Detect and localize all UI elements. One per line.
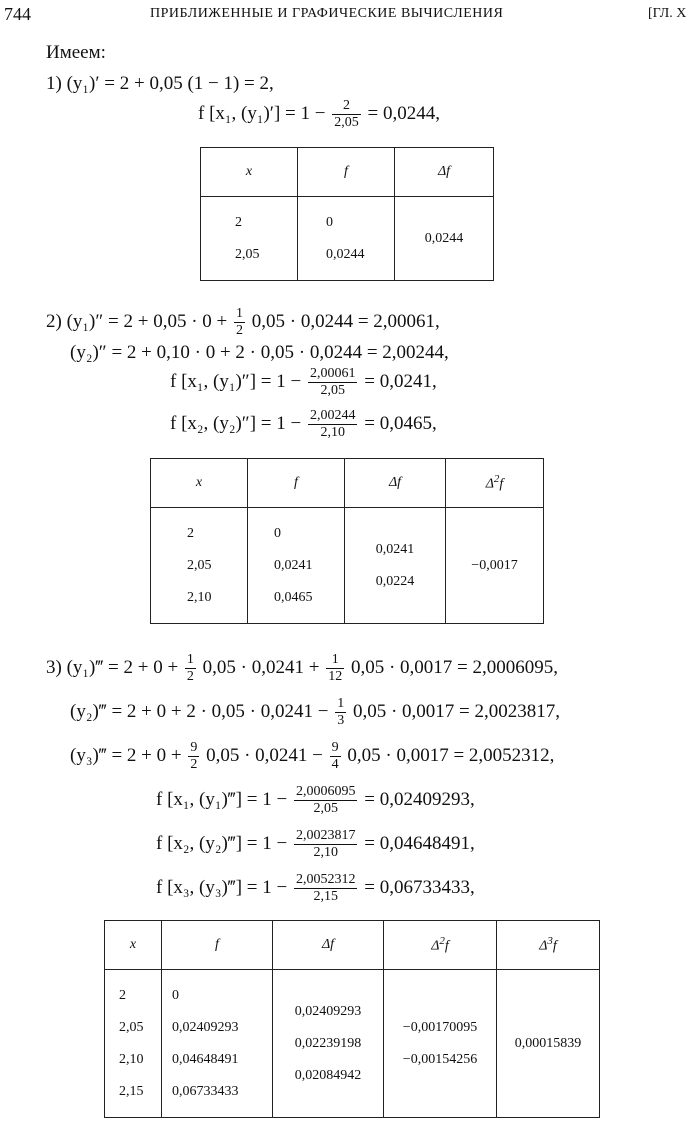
t1-col-df: 0,0244 <box>395 197 494 281</box>
t3-col-x: 2 2,05 2,10 2,15 <box>105 970 162 1118</box>
t3-col-f: 0 0,02409293 0,04648491 0,06733433 <box>162 970 273 1118</box>
t2-header-x: x <box>151 459 248 508</box>
t2-header-df: Δf <box>345 459 446 508</box>
step3-equation-1: 3) (y₁)‴ = 2 + 0 + $\frac{1}{2}$ 0,05 · 0,0241 + $\frac{1}{12}$ 0,05 · 0,0017 = 2,0006095, <box>46 652 559 684</box>
t1-header-df: Δf <box>395 148 494 197</box>
t1-header-x: x <box>201 148 298 197</box>
intro-text: Имеем: <box>46 42 106 63</box>
step2-f2-equation: f [x₂, (y₂)″] = 1 − $\frac{2,00244}{2,10}$ = 0,0465, <box>170 408 437 440</box>
t3-col-df: 0,02409293 0,02239198 0,02084942 <box>273 970 384 1118</box>
step3-f1-equation: f [x₁, (y₁)‴] = 1 − $\frac{2,0006095}{2,05}$ = 0,02409293, <box>156 784 475 816</box>
t3-header-d2f: $\Delta^2f$ <box>384 921 497 970</box>
t2-header-f: f <box>248 459 345 508</box>
t2-header-d2f: $\Delta^2f$ <box>446 459 544 508</box>
t3-header-df: Δf <box>273 921 384 970</box>
running-title: ПРИБЛИЖЕННЫЕ И ГРАФИЧЕСКИЕ ВЫЧИСЛЕНИЯ <box>150 6 504 21</box>
t1-header-f: f <box>298 148 395 197</box>
t3-header-x: x <box>105 921 162 970</box>
step3-equation-2: (y₂)‴ = 2 + 0 + 2 · 0,05 · 0,0241 − $\frac{1}{3}$ 0,05 · 0,0017 = 2,0023817, <box>70 696 561 728</box>
difference-table-1 <box>200 147 494 281</box>
step2-equation-1: 2) (y₁)″ = 2 + 0,05 · 0 + $\frac{1}{2}$ 0,05 · 0,0244 = 2,00061, <box>46 306 440 338</box>
t1-col-f: 0 0,0244 <box>298 197 395 281</box>
step1-f-fraction: $\frac{2}{2,05}$ <box>334 98 359 130</box>
t2-col-f: 0 0,0241 0,0465 <box>248 508 345 624</box>
step2-fraction: $\frac{1}{2}$ <box>236 306 243 338</box>
chapter-label: [ГЛ. X <box>648 6 687 21</box>
difference-table-2 <box>150 458 544 624</box>
t3-header-f: f <box>162 921 273 970</box>
step1-equation: 1) (y₁)′ = 2 + 0,05 (1 − 1) = 2, <box>46 73 274 94</box>
t1-col-x: 2 2,05 <box>201 197 298 281</box>
step3-equation-3: (y₃)‴ = 2 + 0 + $\frac{9}{2}$ 0,05 · 0,0241 − $\frac{9}{4}$ 0,05 · 0,0017 = 2,0052312, <box>70 740 555 772</box>
t2-col-d2f: −0,0017 <box>446 508 544 624</box>
difference-table-3 <box>104 920 600 1118</box>
step1-f-equation <box>198 98 440 131</box>
step2-equation-2: (y₂)″ = 2 + 0,10 · 0 + 2 · 0,05 · 0,0244 = 2,00244, <box>70 342 449 363</box>
t2-col-df: 0,0241 0,0224 <box>345 508 446 624</box>
step3-f2-equation: f [x₂, (y₂)‴] = 1 − $\frac{2,0023817}{2,10}$ = 0,04648491, <box>156 828 475 860</box>
step2-f1-equation: f [x₁, (y₁)″] = 1 − $\frac{2,00061}{2,05}$ = 0,0241, <box>170 366 437 398</box>
t3-col-d2f: −0,00170095 −0,00154256 <box>384 970 497 1118</box>
step1-f-lhs: f [x₁, (y₁)′] = 1 − <box>198 102 326 124</box>
page-number: 744 <box>4 4 31 24</box>
t3-col-d3f: 0,00015839 <box>497 970 600 1118</box>
t2-col-x: 2 2,05 2,10 <box>151 508 248 624</box>
step3-f3-equation: f [x₃, (y₃)‴] = 1 − $\frac{2,0052312}{2,15}$ = 0,06733433, <box>156 872 475 904</box>
step1-f-rhs: = 0,0244, <box>367 102 440 124</box>
t3-header-d3f: $\Delta^3f$ <box>497 921 600 970</box>
